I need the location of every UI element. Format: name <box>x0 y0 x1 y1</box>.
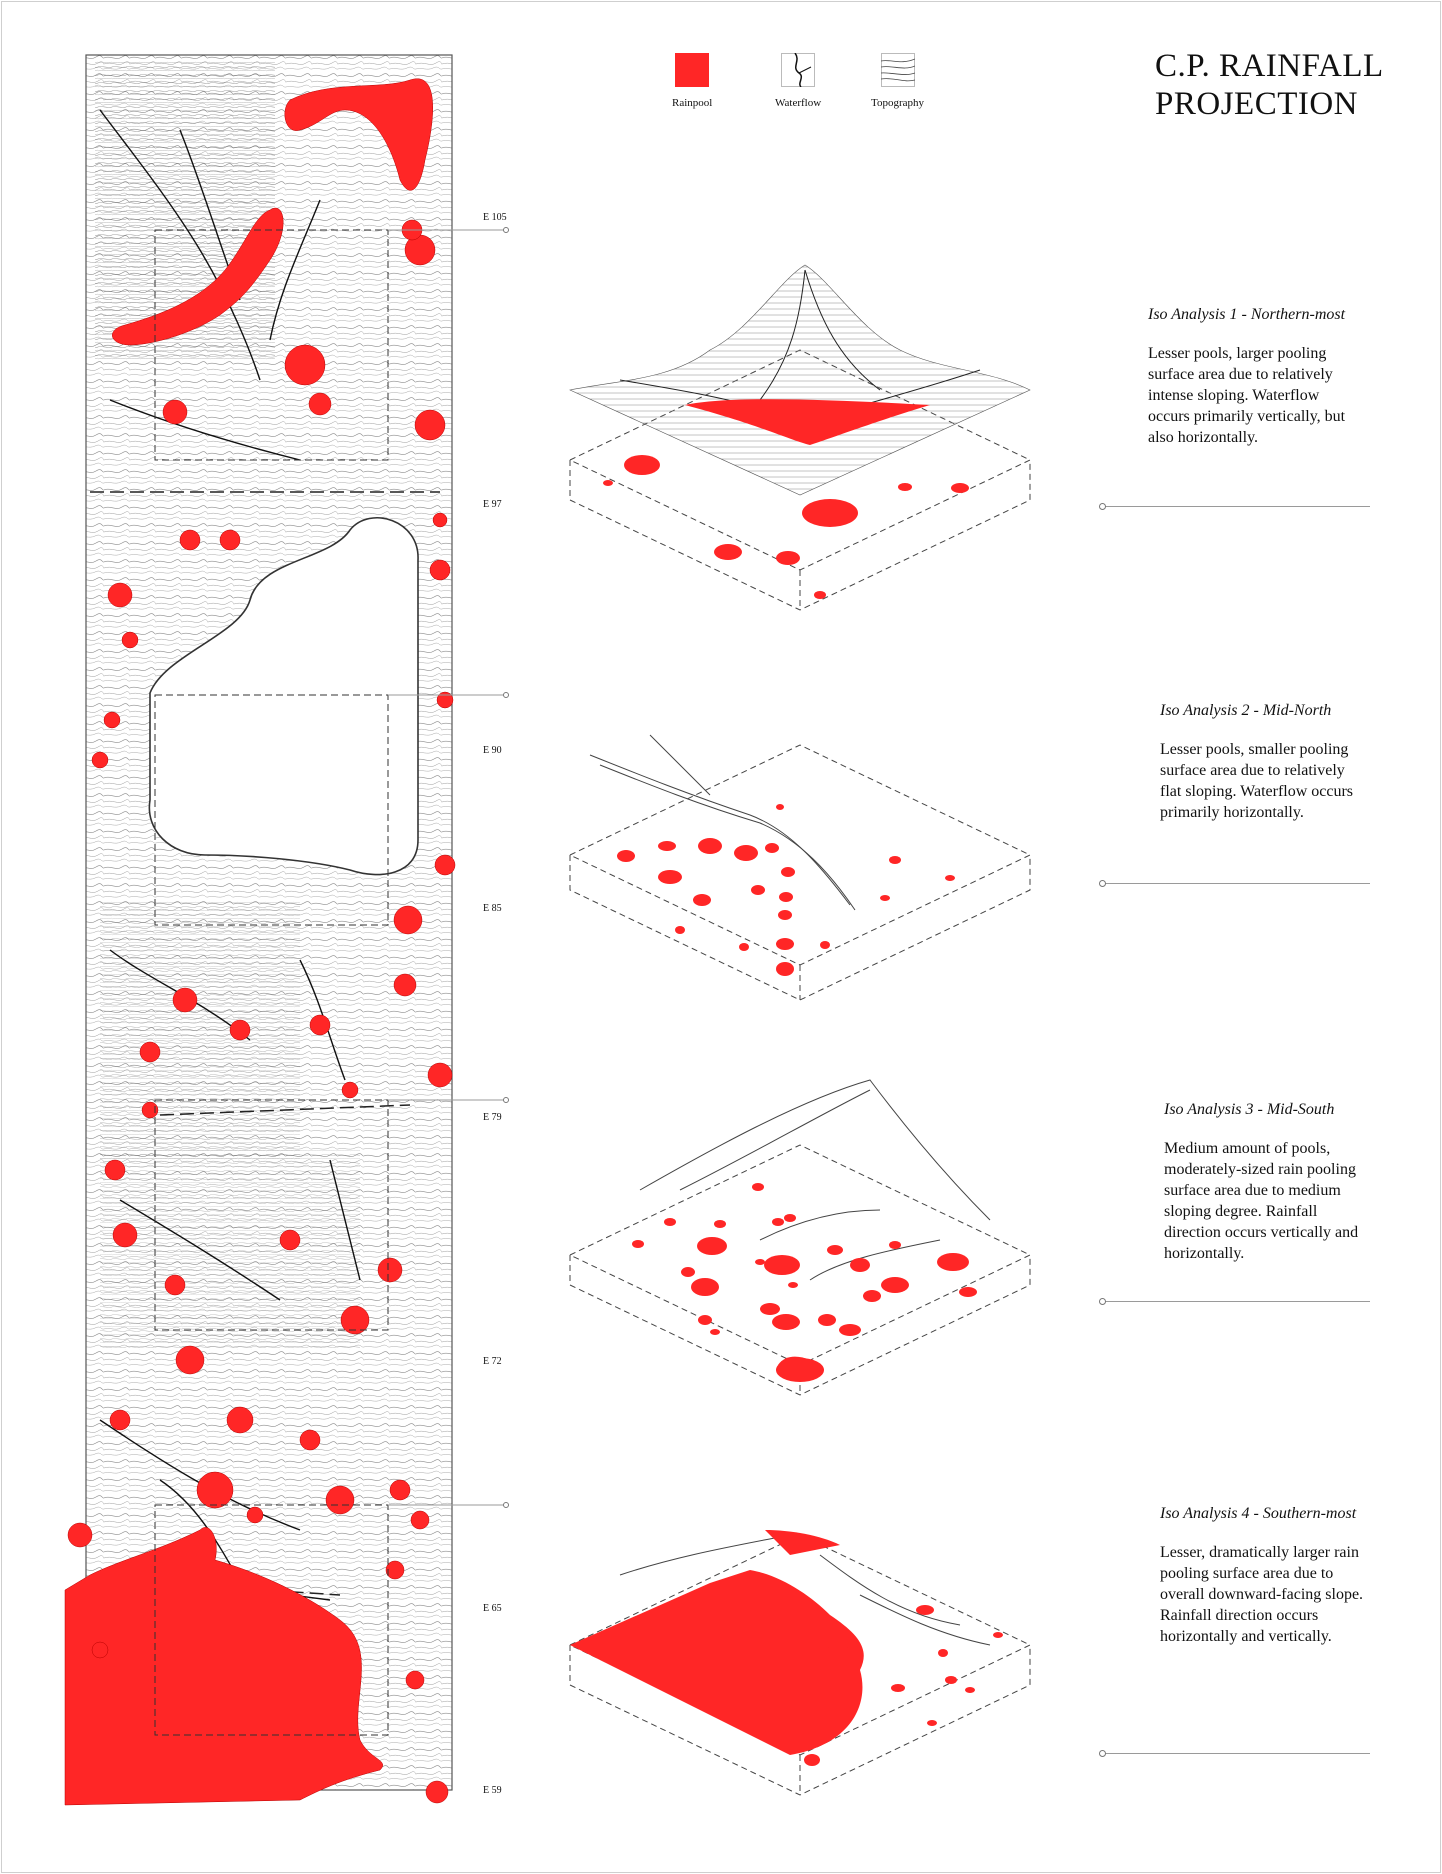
analysis-3-body: Medium amount of pools, moderately-sized rain pooling surface area due to medium sloping degree. Rainfall direction occurs vertically and horizontally. <box>1164 1140 1359 1262</box>
analysis-3-rule <box>1105 1301 1370 1302</box>
legend-topography-label: Topography <box>871 97 924 109</box>
elevation-marker: E 59 <box>483 1785 502 1796</box>
analysis-1-rule-dot <box>1099 503 1106 510</box>
elevation-marker: E 105 <box>483 212 507 223</box>
elevation-marker: E 72 <box>483 1356 502 1367</box>
connector-dot <box>504 1503 509 1508</box>
legend-rainpool-label: Rainpool <box>672 97 713 109</box>
connector-dot <box>504 228 509 233</box>
legend-topography <box>871 53 924 109</box>
analysis-1-rule <box>1105 506 1370 507</box>
legend-waterflow <box>775 53 821 109</box>
connector-dot <box>504 1098 509 1103</box>
iso-analysis-1-diagram <box>560 240 1040 630</box>
iso-analysis-4-diagram <box>560 1475 1040 1825</box>
elevation-marker: E 65 <box>483 1603 502 1614</box>
analysis-2-title: Iso Analysis 2 - Mid-North <box>1160 702 1332 719</box>
analysis-2-body: Lesser pools, smaller pooling surface area due to relatively flat sloping. Waterflow occurs primarily horizontally. <box>1160 741 1354 821</box>
site-plan-map <box>0 0 520 1874</box>
title-line-2: PROJECTION <box>1155 86 1359 122</box>
legend-rainpool <box>672 53 712 109</box>
iso-4-rainpools <box>570 1530 1003 1766</box>
topography-swatch-icon <box>881 53 915 87</box>
rainpool-swatch-icon <box>675 53 709 87</box>
analysis-4-body: Lesser, dramatically larger rain pooling surface area due to overall downward-facing slope. Rainfall direction occurs horizontally and vertically. <box>1160 1544 1364 1645</box>
analysis-4 <box>1160 1503 1365 1647</box>
analysis-1-title: Iso Analysis 1 - Northern-most <box>1148 306 1346 323</box>
elevation-marker: E 90 <box>483 745 502 756</box>
elevation-marker: E 85 <box>483 903 502 914</box>
analysis-3-rule-dot <box>1099 1298 1106 1305</box>
iso-3-rainpools <box>632 1183 977 1382</box>
page-title <box>1155 47 1425 123</box>
analysis-2-rule <box>1105 883 1370 884</box>
iso-analysis-3-diagram <box>560 1070 1040 1430</box>
analysis-1-body: Lesser pools, larger pooling surface area due to relatively intense sloping. Waterflow occurs primarily vertically, but also horizontally. <box>1148 345 1346 446</box>
connector-dot <box>504 693 509 698</box>
elevation-marker: E 97 <box>483 499 502 510</box>
elevation-marker: E 79 <box>483 1112 502 1123</box>
waterflow-swatch-icon <box>781 53 815 87</box>
analysis-4-rule-dot <box>1099 1750 1106 1757</box>
iso-4-big-pool <box>570 1570 864 1755</box>
iso-2-block-outline <box>570 745 1030 1000</box>
legend-waterflow-label: Waterflow <box>775 97 822 109</box>
analysis-3-title: Iso Analysis 3 - Mid-South <box>1164 1101 1335 1118</box>
analysis-4-rule <box>1105 1753 1370 1754</box>
analysis-1 <box>1148 304 1353 448</box>
analysis-2 <box>1160 700 1365 823</box>
analysis-4-title: Iso Analysis 4 - Southern-most <box>1160 1505 1357 1522</box>
analysis-2-rule-dot <box>1099 880 1106 887</box>
iso-3-terrain <box>640 1080 990 1280</box>
title-line-1: C.P. RAINFALL <box>1155 48 1384 84</box>
analysis-3 <box>1164 1099 1369 1264</box>
iso-analysis-2-diagram <box>560 715 1040 1025</box>
